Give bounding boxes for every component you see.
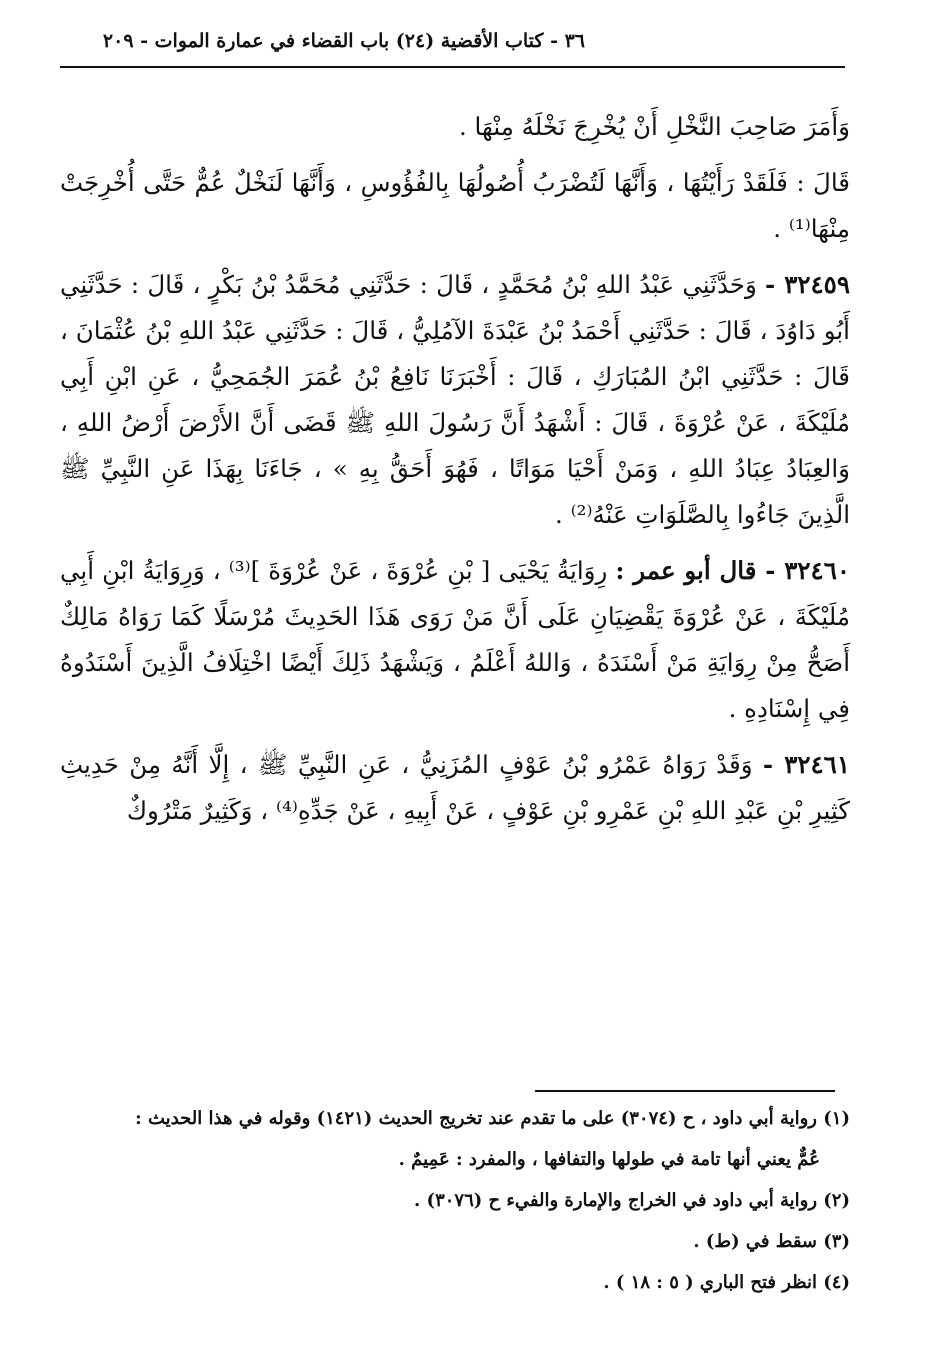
footnote-2: (٢) رواية أبي داود في الخراج والإمارة والفيء ح (٣٠٧٦) . bbox=[414, 1190, 850, 1211]
hadith-number: ٣٢٤٦١ - bbox=[762, 750, 850, 779]
paragraph-1: وَأَمَرَ صَاحِبَ النَّخْلِ أَنْ يُخْرِجَ نَخْلَهُ مِنْهَا . bbox=[458, 112, 850, 141]
main-text bbox=[60, 104, 850, 844]
footnote-rule bbox=[535, 1090, 835, 1092]
hadith-text: وَقَدْ رَوَاهُ عَمْرُو بْنُ عَوْفٍ المُزَنِيُّ ، عَنِ النَّبِيِّ ﷺ ، إِلَّا أَنَّهُ مِنْ حَدِيثِ كَثِيرِ بْنِ عَبْدِ اللهِ بْنِ عَمْرِو بْنِ عَوْفٍ ، عَنْ أَبِيهِ ، عَنْ جَدِّهِ⁽⁴⁾ ، وَكَثِيرٌ مَتْرُوكٌ bbox=[60, 750, 850, 825]
hadith-text: رِوَايَةُ يَحْيَى [ بْنِ عُرْوَةَ ، عَنْ عُرْوَةَ ]⁽³⁾ ، وَرِوَايَةُ ابْنِ أَبِي مُلَيْكَةَ ، عَنْ عُرْوَةَ يَقْضِيَانِ عَلَى أَنَّ مَنْ رَوَى هَذَا الحَدِيثَ مُرْسَلًا كَمَا رَوَاهُ مَالِكٌ أَصَحُّ مِنْ رِوَايَةِ مَنْ أَسْنَدَهُ ، وَاللهُ أَعْلَمُ ، وَيَشْهَدُ ذَلِكَ أَيْضًا اخْتِلَافُ الَّذِينَ أَسْنَدُوهُ فِي إِسْنَادِهِ . bbox=[60, 556, 850, 723]
footnote-3: (٣) سقط في (ط) . bbox=[693, 1231, 850, 1252]
hadith-text: وَحَدَّثَنِي عَبْدُ اللهِ بْنُ مُحَمَّدٍ ، قَالَ : حَدَّثَنِي مُحَمَّدُ بْنُ بَكْرٍ ، قَالَ : حَدَّثَنِي أَبُو دَاوُدَ ، قَالَ : حَدَّثَنِي أَحْمَدُ بْنُ عَبْدَةَ الآمُلِيُّ ، قَالَ : حَدَّثَنِي عَبْدُ اللهِ بْنُ عُثْمَانَ ، قَالَ : حَدَّثَنِي ابْنُ المُبَارَكِ ، قَالَ : أَخْبَرَنَا نَافِعُ بْنُ عُمَرَ الجُمَحِيُّ ، عَنِ ابْنِ أَبِي مُلَيْكَةَ ، عَنْ عُرْوَةَ ، قَالَ : أَشْهَدُ أَنَّ رَسُولَ اللهِ ﷺ قَضَى أَنَّ الأَرْضَ أَرْضُ اللهِ ، وَالعِبَادُ عِبَادُ اللهِ ، وَمَنْ أَحْيَا مَوَاتًا ، فَهُوَ أَحَقُّ بِهِ » ، جَاءَنَا بِهَذَا عَنِ النَّبِيِّ ﷺ الَّذِينَ جَاءُوا بِالصَّلَوَاتِ عَنْهُ⁽²⁾ . bbox=[60, 270, 850, 529]
header-rule bbox=[60, 66, 845, 68]
running-header: ٣٦ - كتاب الأقضية (٢٤) باب القضاء في عمارة الموات - ٢٠٩ bbox=[102, 30, 585, 52]
footnote-1-continuation: عُمٌّ يعني أنها تامة في طولها والتفافها ، والمفرد : عَمِيمٌ . bbox=[398, 1149, 820, 1170]
hadith-number: ٣٢٤٥٩ - bbox=[765, 270, 850, 299]
footnotes bbox=[60, 1100, 850, 1305]
hadith-32460 bbox=[60, 548, 850, 732]
hadith-32459 bbox=[60, 262, 850, 538]
hadith-number: ٣٢٤٦٠ - قال أبو عمر : bbox=[615, 556, 851, 585]
paragraph-2: قَالَ : فَلَقَدْ رَأَيْتُهَا ، وَأَنَّهَا لَتُضْرَبُ أُصُولُهَا بِالفُؤُوسِ ، وَأَنَّهَا لَنَخْلٌ عُمٌّ حَتَّى أُخْرِجَتْ مِنْهَا⁽¹⁾ . bbox=[60, 168, 850, 243]
hadith-32461 bbox=[60, 742, 850, 834]
footnote-4: (٤) انظر فتح الباري ( ٥ : ١٨ ) . bbox=[603, 1272, 850, 1293]
footnote-1: (١) رواية أبي داود ، ح (٣٠٧٤) على ما تقدم عند تخريج الحديث (١٤٢١) وقوله في هذا الحديث : bbox=[135, 1108, 850, 1129]
